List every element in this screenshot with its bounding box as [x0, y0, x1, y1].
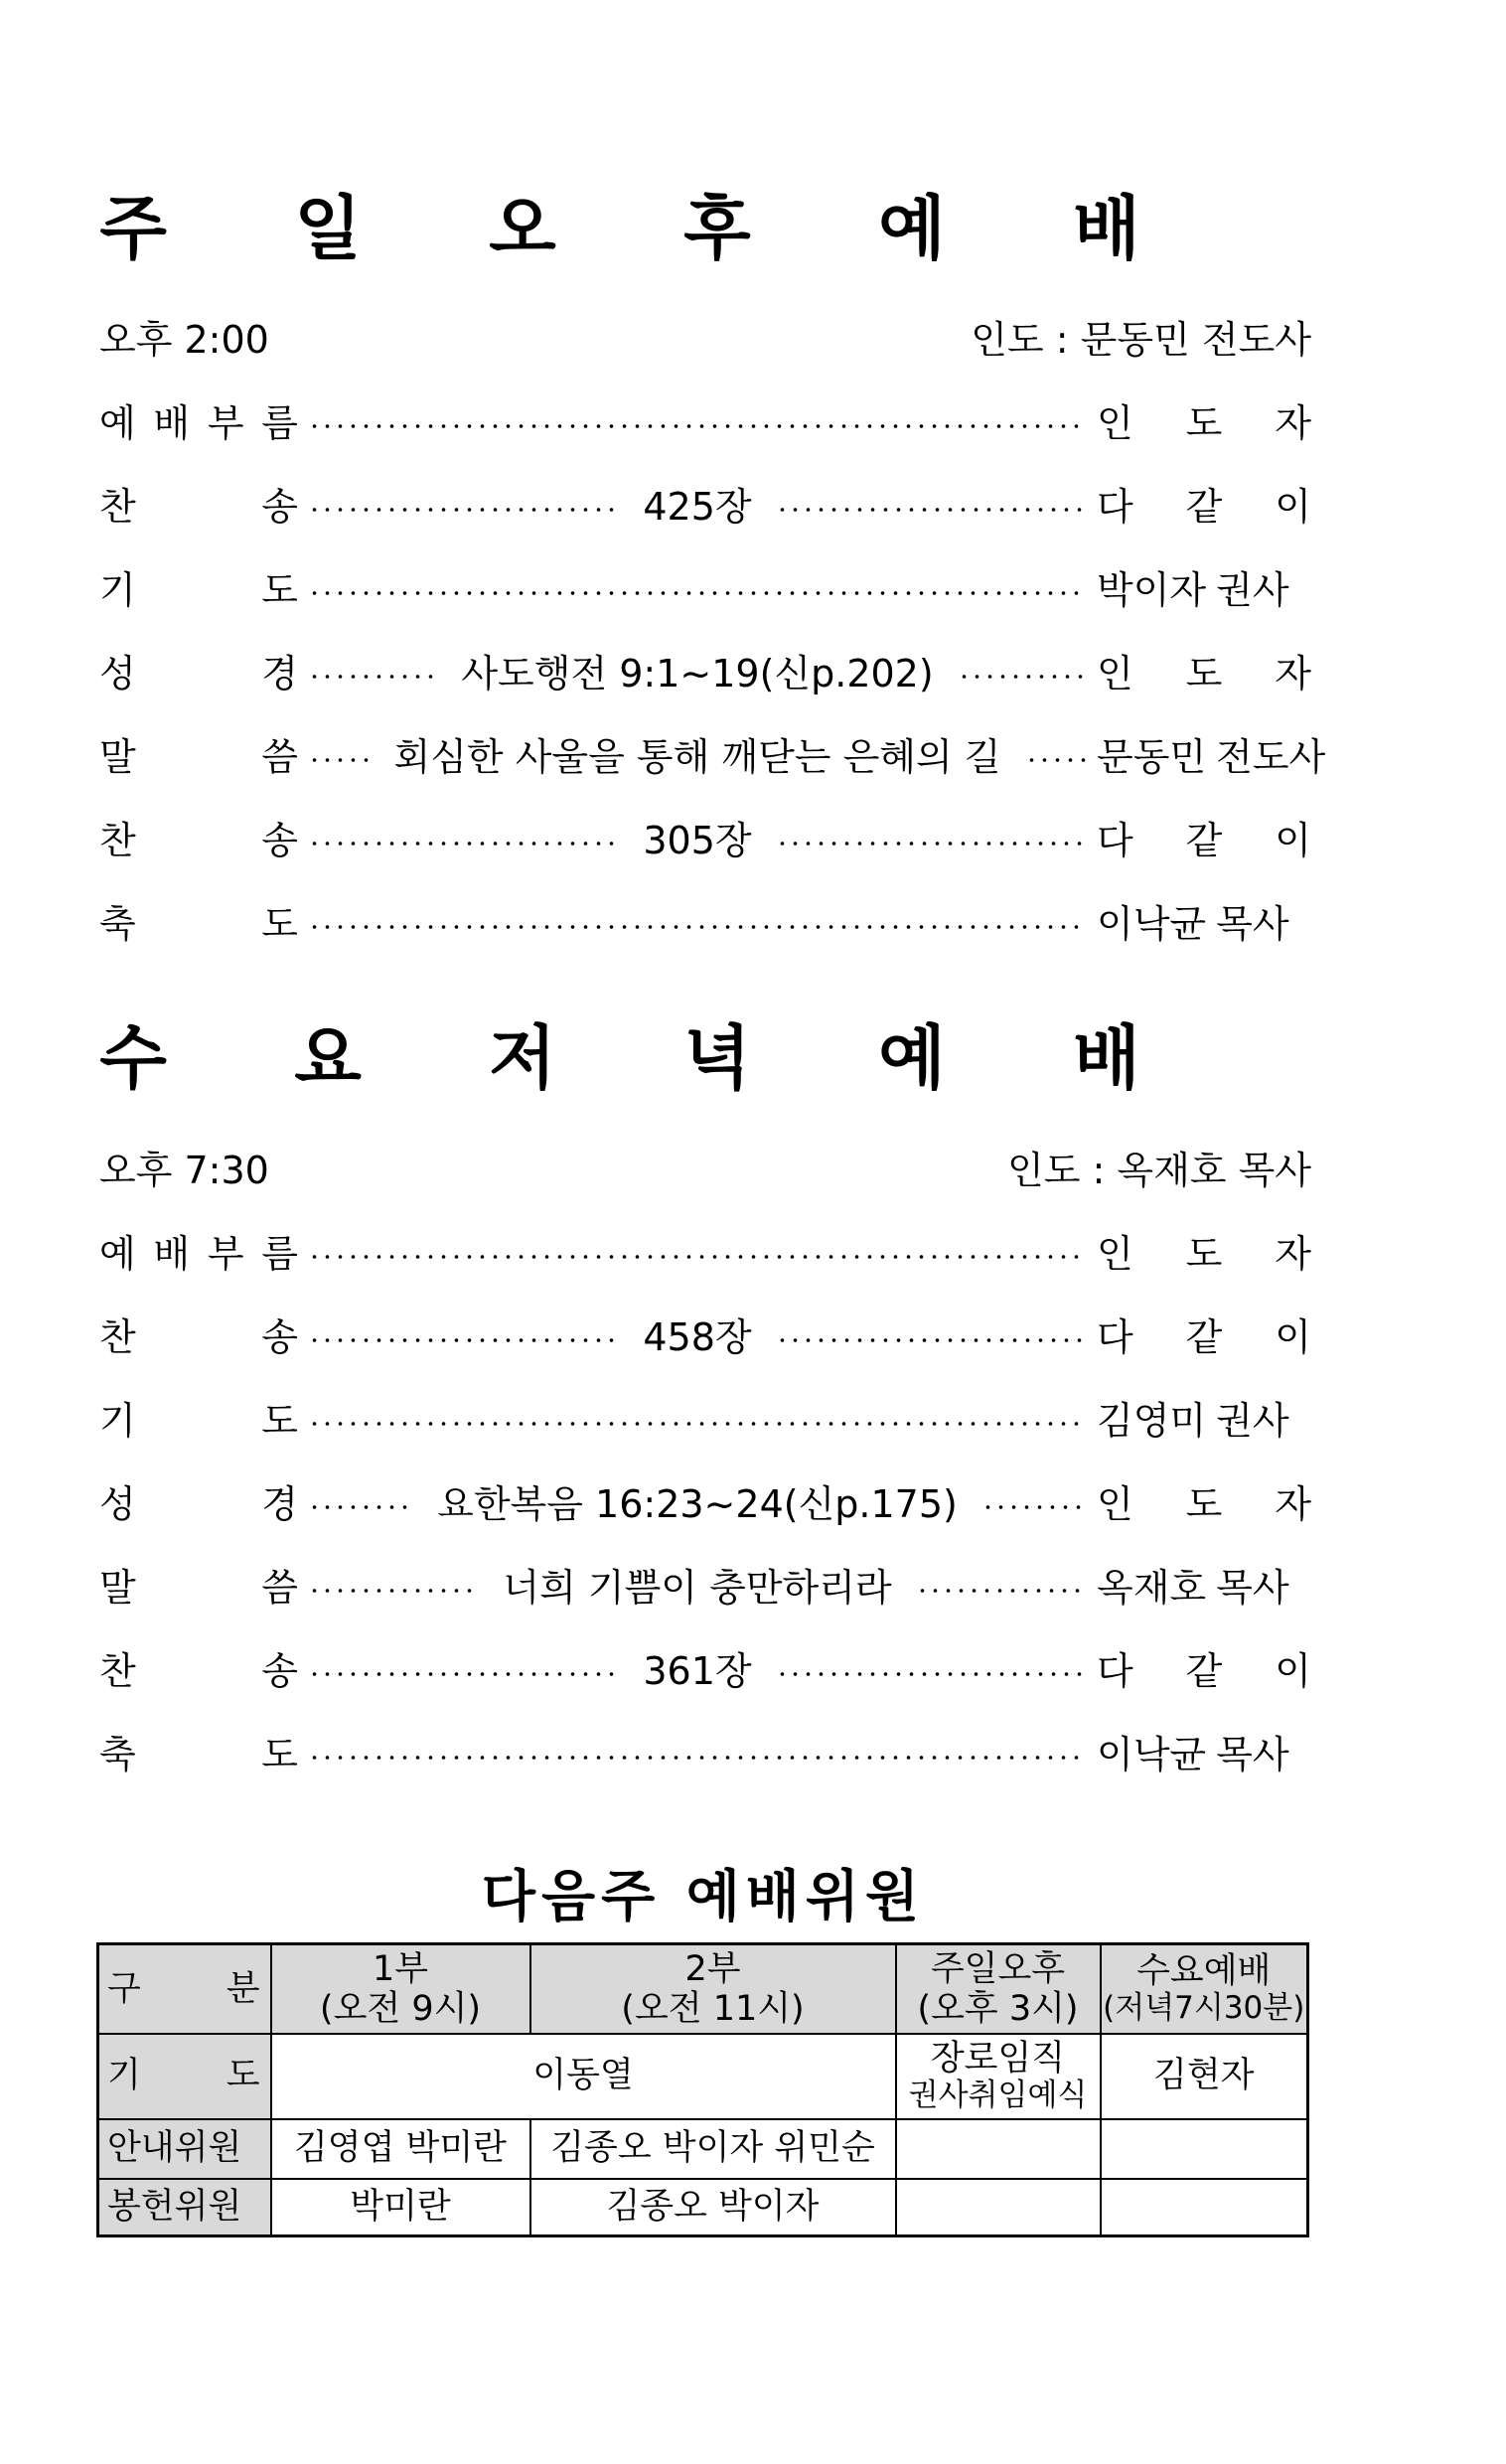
- sunday-time: 오후 2:00: [99, 318, 269, 362]
- header-part2: 2부 (오전 11시): [530, 1944, 896, 2034]
- dot-leader: [308, 1504, 413, 1510]
- dot-leader: [776, 507, 1087, 513]
- sunday-leader: 인도 : 문동민 전도사: [971, 318, 1311, 362]
- label-char: 찬: [99, 484, 136, 529]
- offering-afternoon: [896, 2179, 1101, 2236]
- header-sunday-afternoon: 주일오후 (오후 3시): [896, 1944, 1101, 2034]
- order-item-responsible: [1097, 1724, 1311, 1778]
- label-char: 도: [261, 901, 298, 946]
- order-item: [99, 1220, 1311, 1280]
- responsible-char: 이: [1275, 1314, 1311, 1359]
- order-item-label: [99, 643, 298, 697]
- usher-wednesday: [1101, 2119, 1308, 2179]
- label-char: 말: [99, 1565, 136, 1610]
- sunday-service-title: 주 일 오 후 예 배: [99, 187, 1192, 269]
- order-item-label: [99, 476, 298, 531]
- dot-leader: [776, 841, 1087, 847]
- label-char: 도: [261, 1732, 298, 1776]
- order-item-label: [99, 1390, 298, 1445]
- usher-afternoon: [896, 2119, 1101, 2179]
- order-item-responsible: [1097, 1307, 1311, 1361]
- order-item-leader-dots: [308, 1307, 1087, 1361]
- label-char: 찬: [99, 1314, 136, 1359]
- responsible-char: 같: [1185, 484, 1223, 529]
- dot-leader: [308, 1254, 1087, 1260]
- order-item-responsible: [1097, 726, 1326, 781]
- label-char: 송: [261, 1314, 298, 1359]
- dot-leader: [308, 1421, 1087, 1427]
- order-item-label: [99, 559, 298, 614]
- dot-leader: [308, 757, 370, 763]
- order-item: [99, 640, 1311, 699]
- label-char: 송: [261, 818, 298, 862]
- order-item-responsible: [1097, 893, 1311, 948]
- prayer-wednesday: 김현자: [1101, 2034, 1308, 2119]
- order-item: [99, 473, 1311, 533]
- order-item-content: 361장: [643, 1648, 752, 1693]
- header-category: 구 분: [98, 1944, 271, 2034]
- duty-usher-row: [98, 2119, 1308, 2179]
- label-char: 예: [99, 1231, 136, 1276]
- order-item-responsible: [1097, 1557, 1311, 1612]
- order-item-leader-dots: [308, 810, 1087, 864]
- order-item-leader-dots: [308, 643, 1087, 697]
- prayer-label: 기 도: [98, 2034, 271, 2119]
- order-item-label: [99, 392, 298, 447]
- offering-part2: 김종오 박이자: [530, 2179, 896, 2236]
- dot-leader: [776, 1337, 1087, 1343]
- label-char: 배: [153, 400, 191, 445]
- label-char: 성: [99, 1481, 136, 1526]
- order-item-responsible: [1097, 810, 1311, 864]
- wednesday-leader: 인도 : 옥재호 목사: [1007, 1149, 1311, 1192]
- label-char: 찬: [99, 818, 136, 862]
- responsible-char: 도: [1185, 400, 1223, 445]
- order-item: [99, 807, 1311, 866]
- responsible-title: 목사: [1216, 901, 1289, 946]
- dot-leader: [308, 674, 437, 680]
- label-char: 씀: [261, 1565, 298, 1610]
- order-item-content: 사도행전 9:1~19(신p.202): [461, 651, 934, 695]
- responsible-char: 이: [1275, 1648, 1311, 1693]
- responsible-char: 자: [1275, 400, 1311, 445]
- responsible-title: 권사: [1216, 567, 1289, 612]
- order-item-label: [99, 810, 298, 864]
- dot-leader: [308, 1671, 619, 1677]
- label-char: 도: [261, 1398, 298, 1443]
- responsible-name: 김영미: [1097, 1398, 1207, 1443]
- offering-wednesday: [1101, 2179, 1308, 2236]
- order-item-leader-dots: [308, 409, 1087, 429]
- prayer-afternoon: 장로임직 권사취임예식: [896, 2034, 1101, 2119]
- wednesday-time: 오후 7:30: [99, 1149, 269, 1192]
- responsible-char: 다: [1097, 1314, 1133, 1359]
- responsible-name: 박이자: [1097, 567, 1207, 612]
- responsible-char: 인: [1097, 651, 1133, 695]
- responsible-char: 다: [1097, 1648, 1133, 1693]
- dot-leader: [308, 924, 1087, 930]
- responsible-char: 도: [1185, 1231, 1223, 1276]
- order-item-content: 425장: [643, 484, 752, 529]
- order-item-label: [99, 726, 298, 781]
- duty-prayer-row: [98, 2034, 1308, 2119]
- responsible-char: 자: [1275, 1481, 1311, 1526]
- order-item-label: [99, 1223, 298, 1278]
- label-char: 말: [99, 734, 136, 779]
- prayer-part12: 이동열: [271, 2034, 896, 2119]
- order-item-leader-dots: [308, 910, 1087, 930]
- offering-part1: 박미란: [271, 2179, 530, 2236]
- label-char: 송: [261, 1648, 298, 1693]
- order-item-responsible: [1097, 1640, 1311, 1695]
- responsible-char: 인: [1097, 1481, 1133, 1526]
- order-item: [99, 1304, 1311, 1363]
- order-item-leader-dots: [308, 576, 1087, 596]
- label-char: 예: [99, 400, 136, 445]
- label-char: 씀: [261, 734, 298, 779]
- wednesday-meta: [99, 1141, 1311, 1200]
- order-item: [99, 1387, 1311, 1447]
- header-part1: 1부 (오전 9시): [271, 1944, 530, 2034]
- responsible-char: 자: [1275, 1231, 1311, 1276]
- order-item-leader-dots: [308, 476, 1087, 531]
- order-item-responsible: [1097, 1473, 1311, 1528]
- responsible-char: 같: [1185, 818, 1223, 862]
- order-item-label: [99, 1473, 298, 1528]
- label-char: 배: [153, 1231, 191, 1276]
- order-item: [99, 1470, 1311, 1530]
- order-item-leader-dots: [308, 1240, 1087, 1260]
- dot-leader: [981, 1504, 1087, 1510]
- order-item: [99, 890, 1311, 950]
- usher-part1: 김영엽 박미란: [271, 2119, 530, 2179]
- responsible-title: 목사: [1216, 1732, 1289, 1776]
- order-item-leader-dots: [308, 726, 1087, 781]
- label-char: 경: [261, 1481, 298, 1526]
- order-item-responsible: [1097, 643, 1311, 697]
- order-item: [99, 1721, 1311, 1780]
- order-item-responsible: [1097, 476, 1311, 531]
- responsible-char: 인: [1097, 1231, 1133, 1276]
- order-item-content: 너희 기쁨이 충만하리라: [503, 1565, 892, 1610]
- label-char: 성: [99, 651, 136, 695]
- responsible-char: 이: [1275, 484, 1311, 529]
- wednesday-service-title: 수 요 저 녁 예 배: [99, 1016, 1192, 1099]
- order-item-responsible: [1097, 559, 1311, 614]
- duty-table-title: 다음주 예배위원: [481, 1864, 926, 1929]
- sunday-meta: [99, 310, 1311, 370]
- order-item: [99, 723, 1326, 783]
- order-item: [99, 1554, 1311, 1614]
- label-char: 축: [99, 901, 136, 946]
- responsible-char: 도: [1185, 1481, 1223, 1526]
- responsible-char: 다: [1097, 818, 1133, 862]
- duty-header-row: [98, 1944, 1308, 2034]
- responsible-title: 권사: [1216, 1398, 1289, 1443]
- responsible-char: 같: [1185, 1648, 1223, 1693]
- responsible-name: 이낙균: [1097, 1732, 1207, 1776]
- responsible-title: 전도사: [1216, 734, 1326, 779]
- order-item-content: 305장: [643, 818, 752, 862]
- dot-leader: [308, 507, 619, 513]
- order-item-content: 458장: [643, 1314, 752, 1359]
- label-char: 부: [207, 1231, 244, 1276]
- responsible-char: 자: [1275, 651, 1311, 695]
- responsible-char: 도: [1185, 651, 1223, 695]
- order-item-responsible: [1097, 1223, 1311, 1278]
- responsible-name: 옥재호: [1097, 1565, 1207, 1610]
- dot-leader: [308, 590, 1087, 596]
- usher-label: 안내위원: [98, 2119, 271, 2179]
- header-wednesday: 수요예배 (저녁7시30분): [1101, 1944, 1308, 2034]
- dot-leader: [958, 674, 1087, 680]
- order-item-leader-dots: [308, 1640, 1087, 1695]
- label-char: 기: [99, 1398, 136, 1443]
- label-char: 기: [99, 567, 136, 612]
- responsible-name: 문동민: [1097, 734, 1207, 779]
- order-item: [99, 389, 1311, 449]
- order-item-label: [99, 1557, 298, 1612]
- responsible-title: 목사: [1216, 1565, 1289, 1610]
- label-char: 송: [261, 484, 298, 529]
- label-char: 부: [207, 400, 244, 445]
- order-item-leader-dots: [308, 1741, 1087, 1761]
- order-item-content: 회심한 사울을 통해 깨닫는 은혜의 길: [393, 734, 1001, 779]
- order-item-label: [99, 893, 298, 948]
- dot-leader: [776, 1671, 1087, 1677]
- order-item-responsible: [1097, 392, 1311, 447]
- order-item: [99, 556, 1311, 616]
- order-item-label: [99, 1307, 298, 1361]
- responsible-name: 이낙균: [1097, 901, 1207, 946]
- dot-leader: [308, 1755, 1087, 1761]
- dot-leader: [308, 841, 619, 847]
- order-item: [99, 1637, 1311, 1697]
- label-char: 경: [261, 651, 298, 695]
- order-item-label: [99, 1724, 298, 1778]
- offering-label: 봉헌위원: [98, 2179, 271, 2236]
- responsible-char: 다: [1097, 484, 1133, 529]
- dot-leader: [308, 1588, 479, 1594]
- order-item-label: [99, 1640, 298, 1695]
- duty-offering-row: [98, 2179, 1308, 2236]
- usher-part2: 김종오 박이자 위민순: [530, 2119, 896, 2179]
- dot-leader: [1025, 757, 1087, 763]
- order-item-responsible: [1097, 1390, 1311, 1445]
- dot-leader: [916, 1588, 1087, 1594]
- label-char: 축: [99, 1732, 136, 1776]
- order-item-leader-dots: [308, 1473, 1087, 1528]
- order-item-leader-dots: [308, 1557, 1087, 1612]
- order-item-leader-dots: [308, 1407, 1087, 1427]
- label-char: 찬: [99, 1648, 136, 1693]
- order-item-content: 요한복음 16:23~24(신p.175): [437, 1481, 958, 1526]
- responsible-char: 이: [1275, 818, 1311, 862]
- responsible-char: 같: [1185, 1314, 1223, 1359]
- responsible-char: 인: [1097, 400, 1133, 445]
- label-char: 도: [261, 567, 298, 612]
- dot-leader: [308, 423, 1087, 429]
- label-char: 름: [261, 400, 298, 445]
- dot-leader: [308, 1337, 619, 1343]
- label-char: 름: [261, 1231, 298, 1276]
- duty-table: [96, 1942, 1309, 2237]
